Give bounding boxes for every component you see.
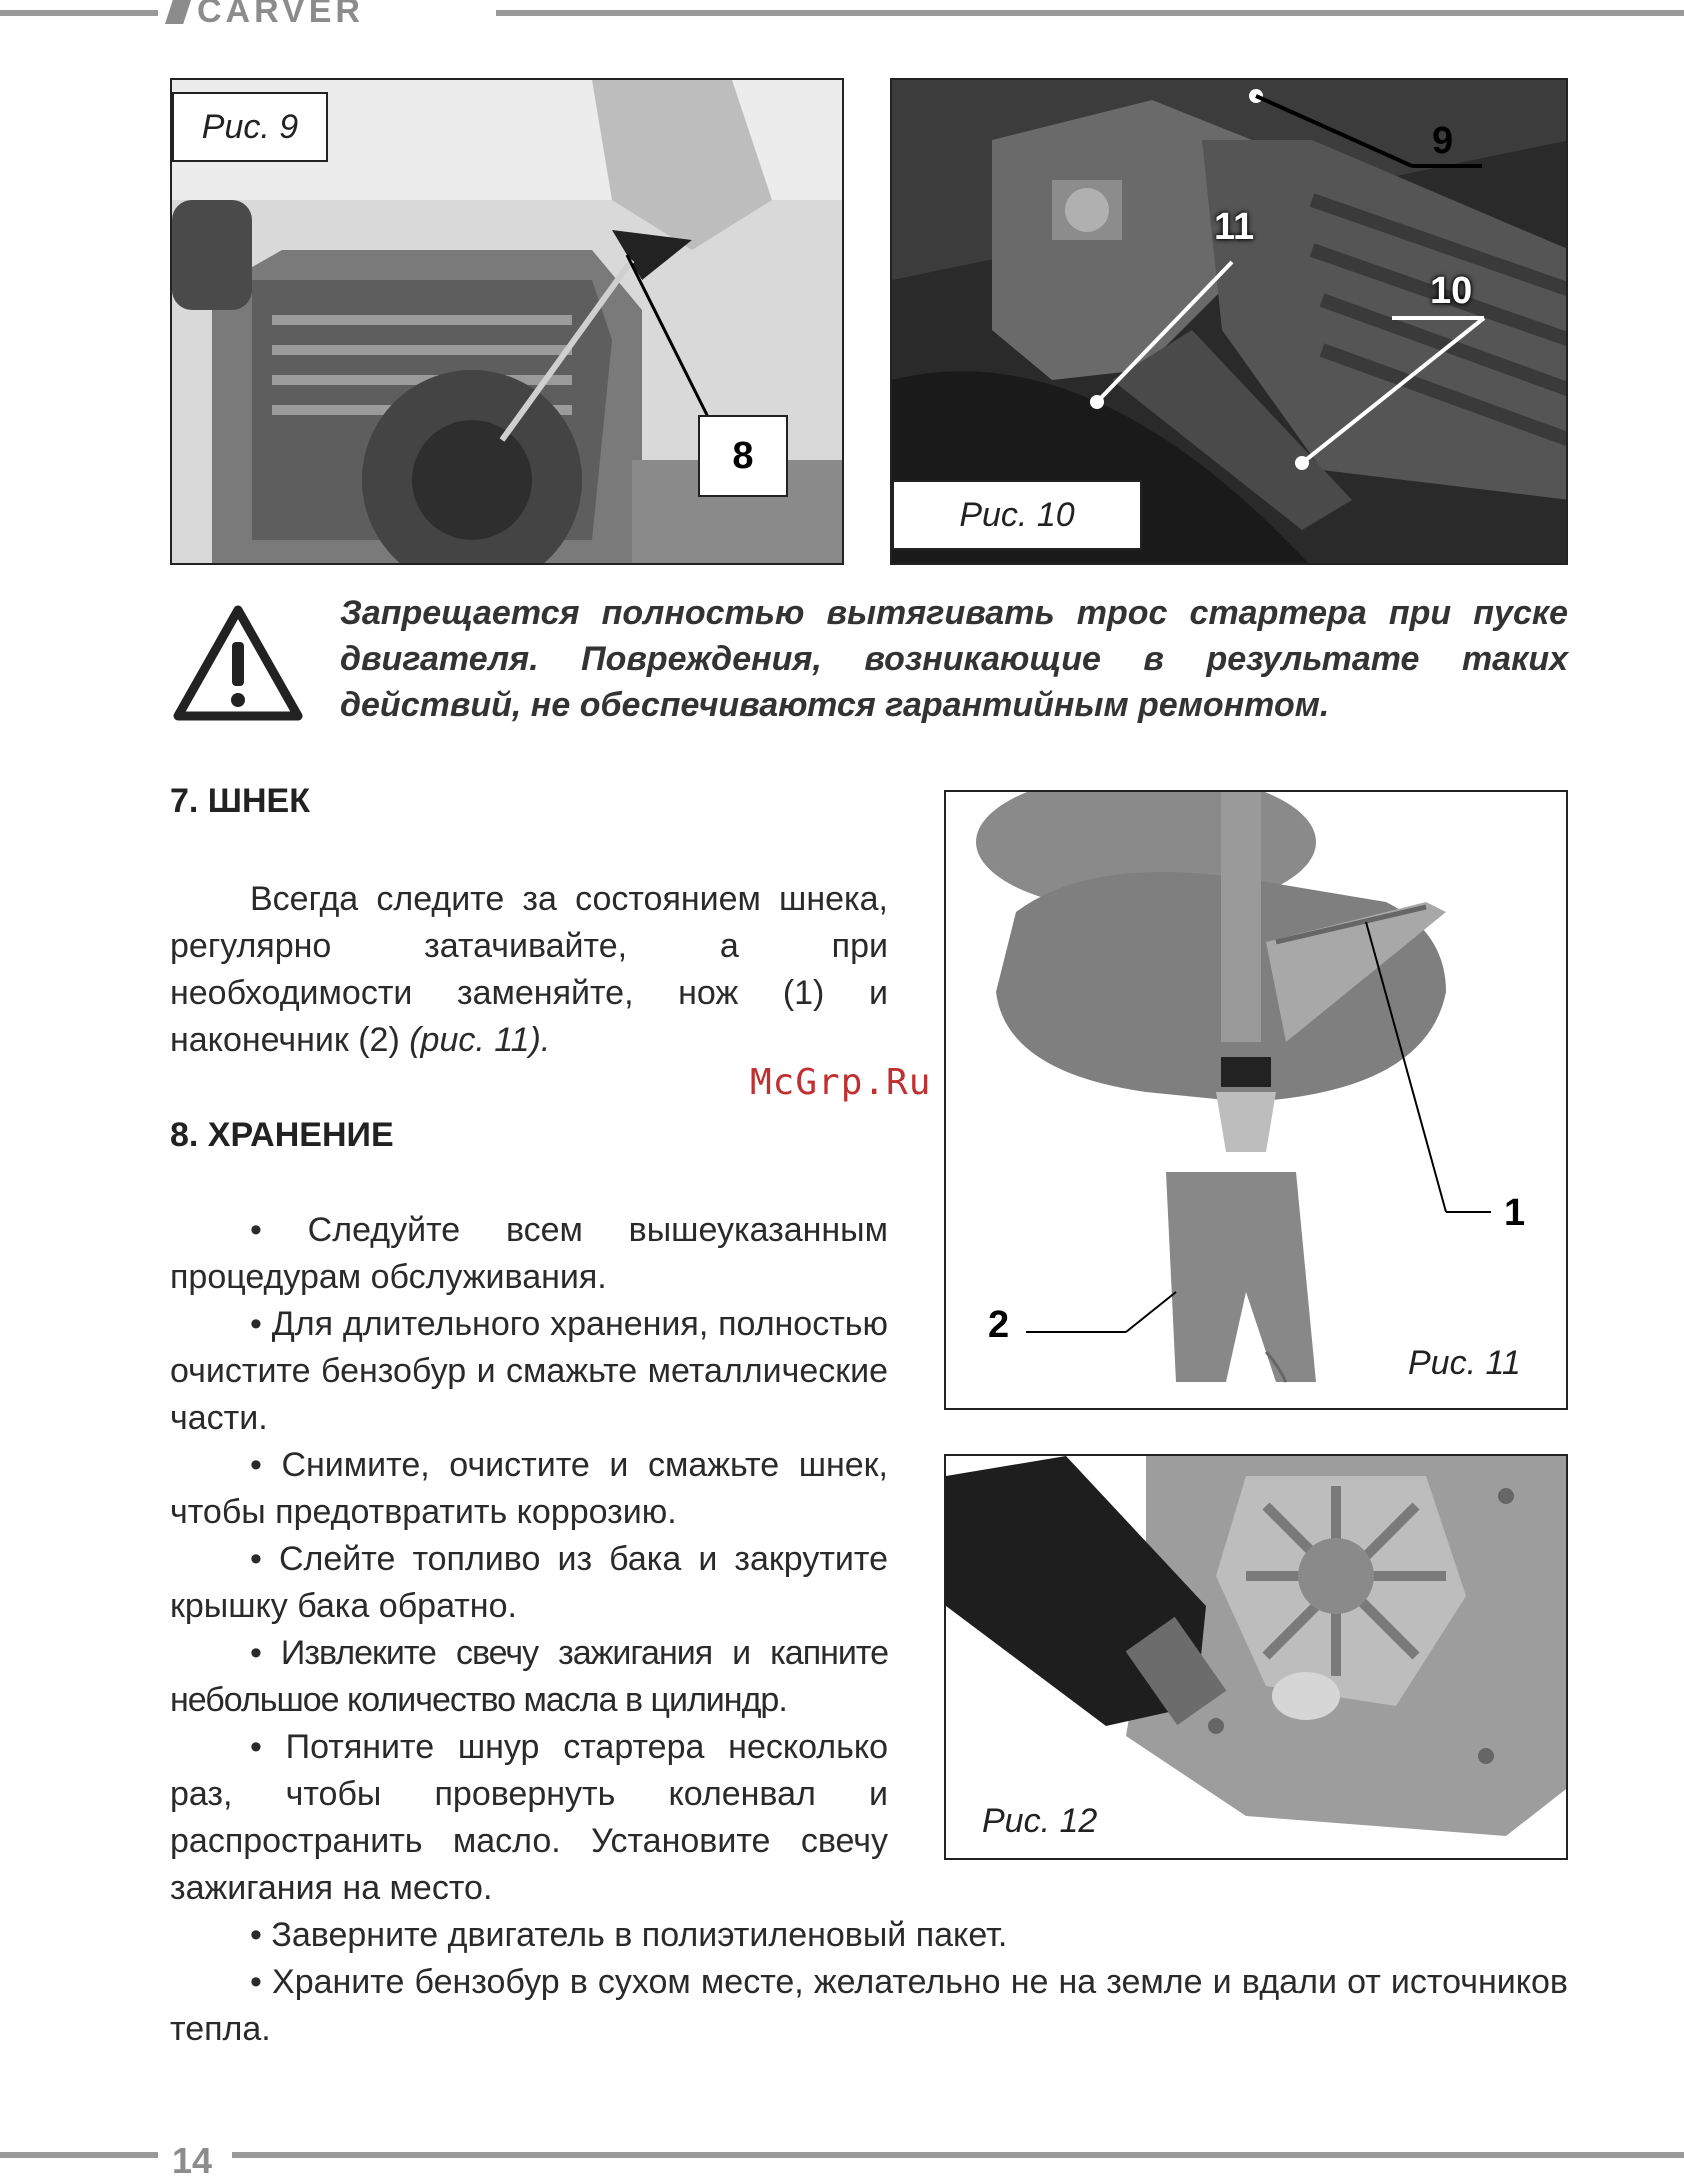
figure-11-label-1: 1 [1504,1192,1526,1234]
figure-9-photo [170,78,844,565]
section-7-figure-ref: (рис. 11). [409,1021,551,1059]
section-7-body: Всегда следите за состоянием шнека, регулярно затачивайте, а при необходимости заменяйте, нож (1) и наконечник (2) [170,880,888,1059]
brand-mark-icon [165,0,191,24]
warning-text: Запрещается полностью вытягивать трос стартера при пуске двигателя. Повреждения, возникающие в результате таких действий, не обеспечиваются гарантийным ремонтом. [340,594,1568,724]
storage-item: • Снимите, очистите и смажьте шнек, чтобы предотвратить коррозию. [170,1446,888,1531]
storage-item: • Для длительного хранения, полностью очистите бензобур и смажьте металлические части. [170,1305,888,1437]
figure-10-label-10: 10 [1430,270,1473,312]
section-8-heading: 8. ХРАНЕНИЕ [170,1116,394,1154]
figure-11-caption: Рис. 11 [1408,1344,1521,1382]
figure-10-label-9: 9 [1432,120,1454,162]
auger-blade-illustration [946,792,1568,1410]
figure-11-photo [944,790,1568,1410]
footer-rule-right [232,2152,1684,2158]
warning-triangle-icon [172,604,304,722]
storage-item: • Следуйте всем вышеуказанным процедурам обслуживания. [170,1211,888,1296]
figure-10-label-11: 11 [1214,206,1255,248]
figure-12-caption: Рис. 12 [982,1802,1098,1840]
figure-10-caption: Рис. 10 [892,480,1142,550]
section-7-heading: 7. ШНЕК [170,782,310,820]
storage-item: • Потяните шнур стартера несколько раз, чтобы провернуть коленвал и распространить масло. Установите свечу зажигания на место. [170,1728,888,1907]
footer-rule-left [0,2152,158,2158]
figure-9-callout-8: 8 [698,415,788,497]
storage-item: • Слейте топливо из бака и закрутите крышку бака обратно. [170,1540,888,1625]
brand-name: CARVER [197,0,364,30]
storage-item: • Заверните двигатель в полиэтиленовый пакет. [250,1916,1008,1954]
storage-item: • Извлеките свечу зажигания и капните небольшое количество масла в цилиндр. [170,1634,888,1719]
storage-item: • Храните бензобур в сухом месте, желательно не на земле и вдали от источников тепла. [170,1963,1568,2048]
brand-logo [165,0,364,30]
figure-10-photo [890,78,1568,565]
page-number: 14 [172,2140,213,2181]
section-7-text [170,876,888,1064]
header-rule-right [496,10,1684,16]
figure-11-label-2: 2 [988,1304,1010,1346]
watermark: McGrp.Ru [750,1062,932,1103]
header-rule-left [0,10,158,16]
gearbox-illustration [946,1456,1568,1860]
figure-9-caption: Рис. 9 [172,92,328,162]
figure-12-photo [944,1454,1568,1860]
